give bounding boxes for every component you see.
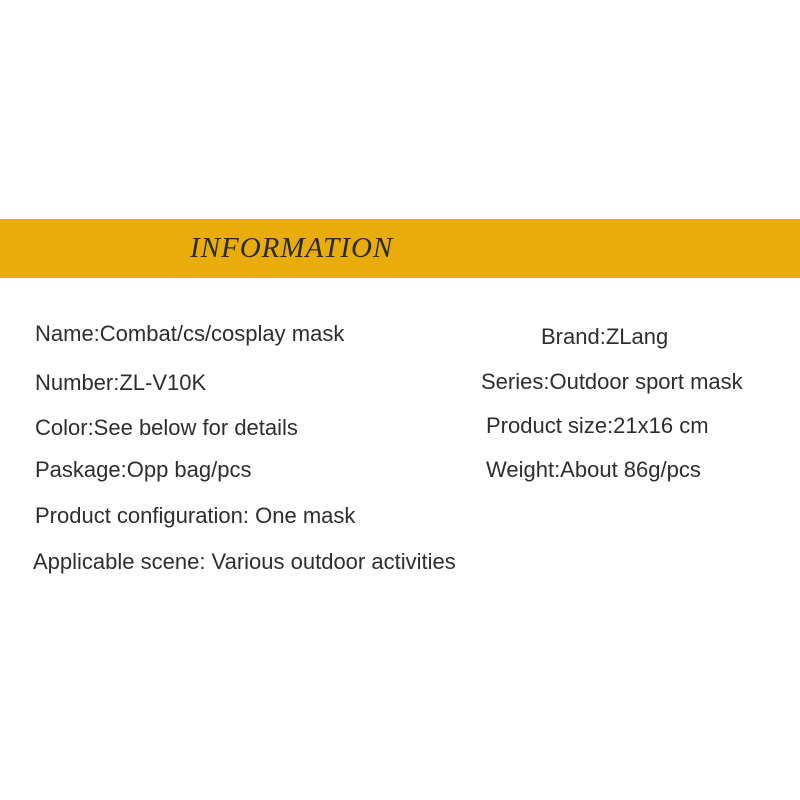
spec-color: Color:See below for details: [35, 415, 298, 440]
spec-name: Name:Combat/cs/cosplay mask: [35, 321, 345, 346]
spec-brand: Brand:ZLang: [541, 324, 669, 349]
spec-package: Paskage:Opp bag/pcs: [35, 457, 252, 482]
spec-number: Number:ZL-V10K: [35, 370, 207, 395]
spec-configuration: Product configuration: One mask: [35, 503, 356, 528]
spec-series: Series:Outdoor sport mask: [481, 369, 743, 394]
spec-product-size: Product size:21x16 cm: [486, 413, 709, 438]
banner-title: INFORMATION: [190, 232, 394, 264]
spec-weight: Weight:About 86g/pcs: [486, 457, 701, 482]
spec-applicable-scene: Applicable scene: Various outdoor activities: [33, 549, 456, 574]
information-banner: [0, 219, 800, 278]
